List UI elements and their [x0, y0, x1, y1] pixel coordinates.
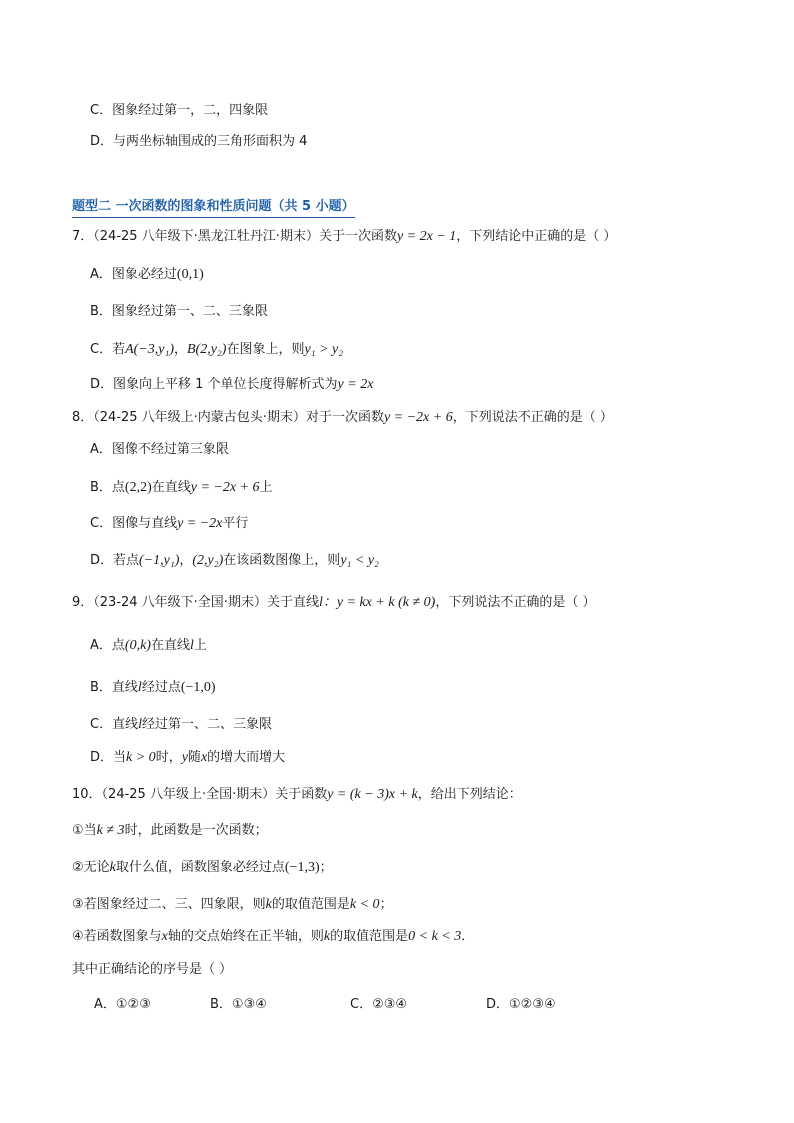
q8-option-c — [90, 515, 248, 533]
q10-s1-text-2: 时，此函数是一次函数； — [124, 823, 268, 838]
q8-d-text-2: ， — [179, 553, 193, 568]
q8-option-d — [90, 552, 379, 570]
q8-d-math-2: (2,y₂) — [192, 553, 224, 568]
q10-s3-text-3: ； — [379, 897, 393, 912]
q8-c-text-2: 平行 — [222, 516, 249, 531]
q9-b-text-1: B．直线 — [90, 680, 138, 695]
q9-d-text-2: 时， — [155, 750, 182, 765]
q9-a-math-1: (0,k) — [124, 638, 151, 653]
q8-option-b — [90, 479, 273, 497]
q9-option-d — [90, 749, 285, 767]
q9-stem-tail: ，下列说法不正确的是（ ） — [435, 595, 596, 610]
q8-d-text-1: D．若点 — [90, 553, 140, 568]
q9-option-c — [90, 716, 272, 734]
q9-option-a — [90, 637, 207, 655]
q10-s4-math-1: x — [161, 929, 168, 944]
q9-b-math-1: l — [137, 680, 142, 695]
q7-a-text: A．图象必经过 — [90, 267, 177, 282]
q9-c-text-1: C．直线 — [90, 717, 139, 732]
q9-stem-text: 9．（23-24 八年级下·全国·期末）关于直线 — [72, 595, 319, 610]
q10-statement-2 — [72, 859, 333, 877]
q7-c-text-3: 在图象上，则 — [226, 342, 305, 357]
q9-d-text-4: 的增大而增大 — [207, 750, 286, 765]
q7-d-text: D．图象向上平移 1 个单位长度得解析式为 — [90, 377, 338, 392]
q10-s2-text-3: ； — [319, 860, 333, 875]
q7-option-a — [90, 266, 204, 284]
q9-option-b — [90, 679, 216, 697]
q7-d-math: y = 2x — [337, 377, 374, 392]
q9-c-math-1: l — [138, 717, 142, 732]
option-c: C．图象经过第一，二，四象限 — [90, 103, 269, 118]
q9-b-math-2: (−1,0) — [180, 680, 216, 695]
q9-d-math-2: y — [181, 750, 188, 765]
q10-statement-4 — [72, 928, 474, 946]
q8-d-text-3: 在该函数图像上，则 — [223, 553, 341, 568]
q10-s4-math-2: k — [323, 929, 331, 944]
q9-stem — [72, 594, 595, 612]
q8-b-text-1: B．点 — [90, 480, 125, 495]
q9-c-text-2: 经过第一、二、三象限 — [141, 717, 272, 732]
q10-s2-text-2: 取什么值，函数图象必经过点 — [115, 860, 285, 875]
q7-option-d — [90, 376, 373, 394]
q9-d-math-3: x — [200, 750, 208, 765]
q9-stem-math: l：y = kx + k (k ≠ 0) — [318, 595, 436, 610]
q10-s3-text-2: 的取值范围是 — [271, 897, 350, 912]
q10-s2-text-1: ②无论 — [72, 860, 110, 875]
q10-s4-math-3: 0 < k < 3 — [408, 929, 462, 944]
q10-ask: 其中正确结论的序号是（ ） — [72, 962, 233, 977]
q10-s4-text-1: ④若函数图象与 — [72, 929, 162, 944]
q7-a-math: (0,1) — [176, 267, 204, 282]
q7-c-math-2: B(2,y₂) — [187, 342, 227, 357]
q10-s4-text-3: 的取值范围是 — [330, 929, 409, 944]
q8-b-math-2: y = −2x + 6 — [190, 480, 260, 495]
q10-s2-math-2: (−1,3) — [284, 860, 320, 875]
q8-option-a: A．图像不经过第三象限 — [90, 442, 229, 457]
q8-c-math: y = −2x — [177, 516, 223, 531]
q10-s3-math-2: k < 0 — [349, 897, 380, 912]
q10-stem — [72, 786, 522, 804]
q7-c-text-2: ， — [173, 342, 187, 357]
q10-choice-a: A．①②③ — [94, 997, 151, 1012]
q8-b-text-3: 上 — [259, 480, 273, 495]
q9-d-text-3: 随 — [187, 750, 201, 765]
q8-d-math-3: y₁ < y₂ — [340, 553, 379, 568]
q7-stem — [72, 228, 616, 246]
q10-choice-b: B．①③④ — [210, 997, 267, 1012]
option-d: D．与两坐标轴围成的三角形面积为 4 — [90, 134, 308, 149]
q9-a-text-1: A．点 — [90, 638, 125, 653]
q9-d-text-1: D．当 — [90, 750, 127, 765]
q7-stem-text: 7．（24-25 八年级下·黑龙江牡丹江·期末）关于一次函数 — [72, 229, 397, 244]
q10-statement-1 — [72, 822, 268, 840]
q8-b-math-1: (2,2) — [124, 480, 152, 495]
q7-option-c — [90, 341, 343, 359]
q10-s2-math-1: k — [109, 860, 116, 875]
q7-stem-tail: ，下列结论中正确的是（ ） — [456, 229, 617, 244]
q7-c-math-1: A(−3,y₁) — [125, 342, 174, 357]
q10-statement-3 — [72, 896, 393, 914]
q10-choice-d: D．①②③④ — [486, 997, 556, 1012]
q10-s3-math-1: k — [265, 897, 272, 912]
q10-stem-math: y = (k − 3)x + k — [327, 787, 418, 802]
q9-b-text-2: 经过点 — [141, 680, 181, 695]
section-title: 题型二 一次函数的图象和性质问题（共 5 小题） — [72, 198, 355, 218]
q9-d-math-1: k > 0 — [126, 750, 156, 765]
q9-a-text-2: 在直线 — [150, 638, 190, 653]
q8-stem — [72, 409, 613, 427]
q8-stem-tail: ，下列说法不正确的是（ ） — [452, 410, 613, 425]
q8-d-math-1: (−1,y₁) — [139, 553, 180, 568]
q7-c-math-3: y₁ > y₂ — [304, 342, 344, 357]
q7-option-b: B．图象经过第一、二、三象限 — [90, 304, 268, 319]
q10-stem-text: 10．（24-25 八年级上·全国·期末）关于函数 — [72, 787, 328, 802]
q10-choice-c: C．②③④ — [350, 997, 408, 1012]
q8-stem-text: 8．（24-25 八年级上·内蒙古包头·期末）对于一次函数 — [72, 410, 384, 425]
q9-a-text-3: 上 — [193, 638, 207, 653]
q8-stem-math: y = −2x + 6 — [383, 410, 453, 425]
q10-s1-text-1: ①当 — [72, 823, 97, 838]
q10-s4-text-4: ． — [461, 929, 475, 944]
q10-s1-math: k ≠ 3 — [96, 823, 125, 838]
q8-b-text-2: 在直线 — [151, 480, 191, 495]
q8-c-text-1: C．图像与直线 — [90, 516, 178, 531]
q7-stem-math: y = 2x − 1 — [396, 229, 457, 244]
q9-a-math-2: l — [189, 638, 194, 653]
q7-c-text-1: C．若 — [90, 342, 126, 357]
q10-s4-text-2: 轴的交点始终在正半轴，则 — [167, 929, 324, 944]
q10-stem-tail: ，给出下列结论： — [417, 787, 522, 802]
q10-s3-text-1: ③若图象经过二、三、四象限，则 — [72, 897, 266, 912]
